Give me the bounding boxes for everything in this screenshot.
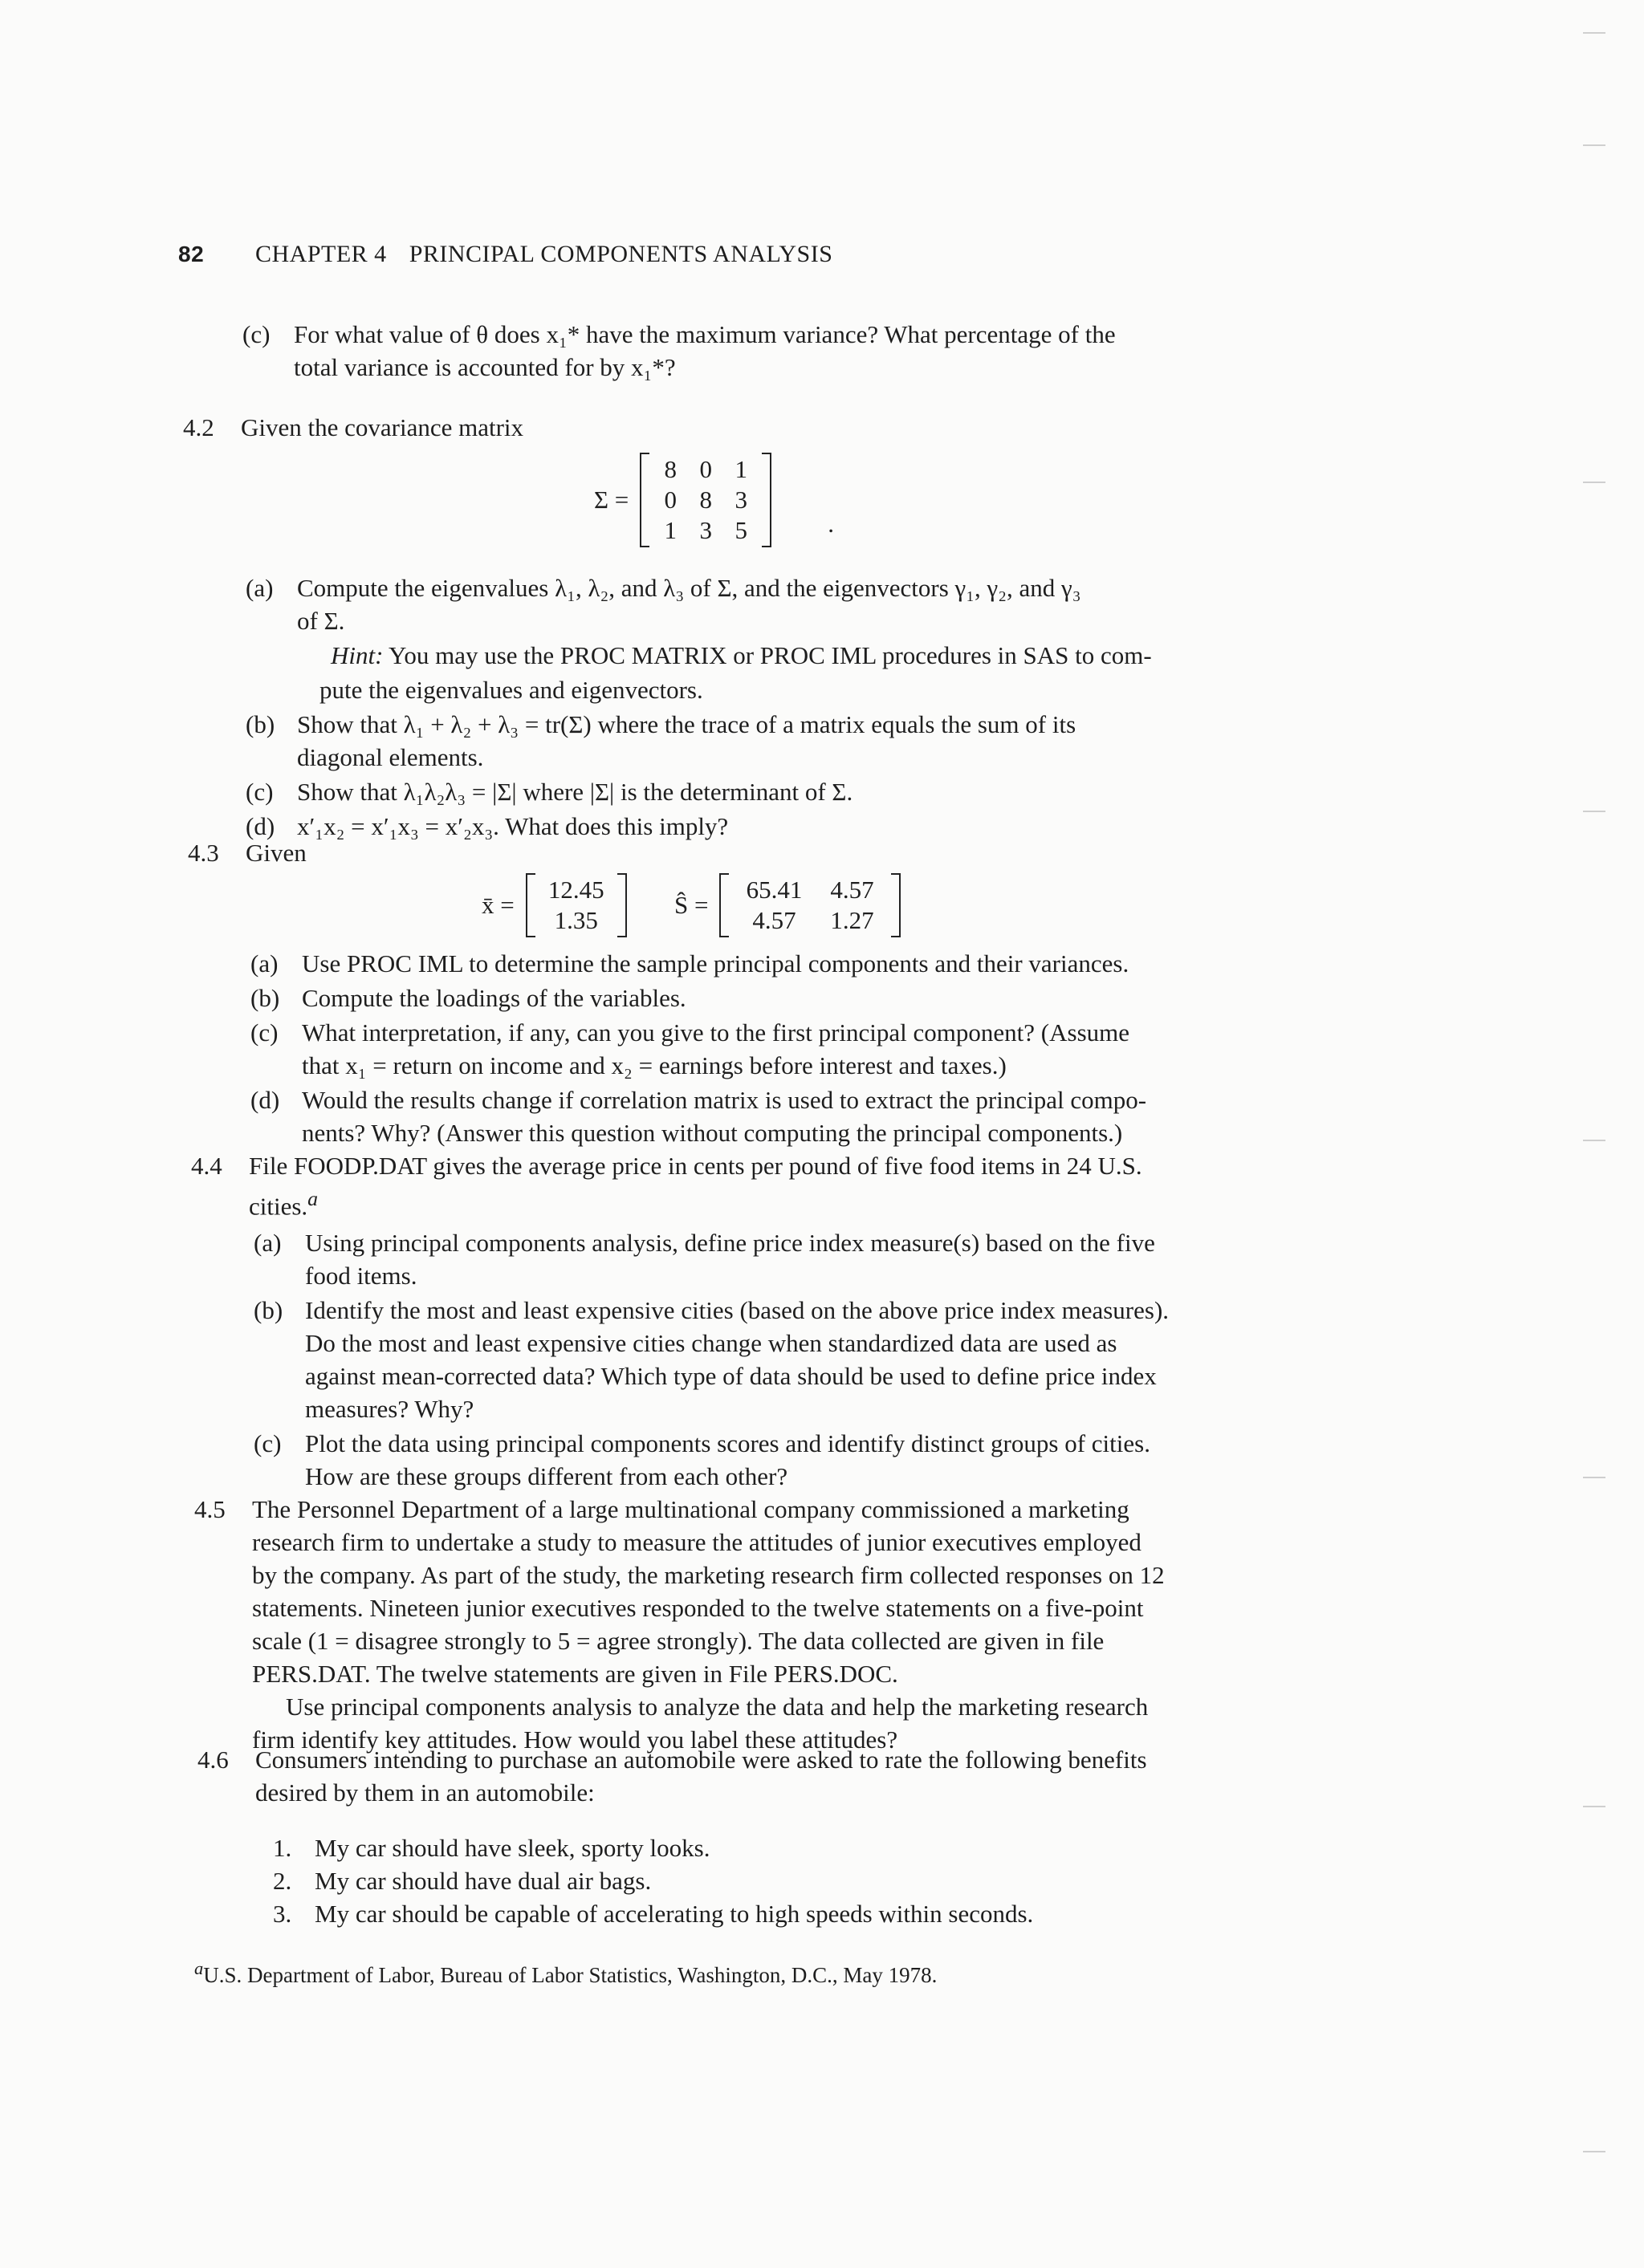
text-line: scale (1 = disagree strongly to 5 = agree strongly). The data collected are given in file	[252, 1627, 1105, 1655]
text-line: File FOODP.DAT gives the average price in cents per pound of five food items in 24 U.S.	[249, 1152, 1142, 1180]
subitem-a	[246, 571, 1196, 637]
text-line: You may use the PROC MATRIX or PROC IML procedures in SAS to com-	[389, 641, 1152, 669]
matrix-cell: 12.45	[547, 876, 604, 904]
matrix-cell: 4.57	[752, 906, 796, 934]
matrix-label: Ŝ =	[674, 891, 709, 919]
problem-number: 4.2	[183, 413, 214, 441]
footnote-mark: a	[194, 1958, 204, 1978]
text-line: What interpretation, if any, can you give to the first principal component? (Assume	[302, 1018, 1130, 1047]
text-line: food items.	[305, 1262, 417, 1290]
problem-4-2-items	[246, 571, 1196, 844]
scan-mark	[1583, 811, 1605, 812]
hint-continued	[297, 673, 1196, 706]
text-line: Compute the eigenvalues λ₁, λ₂, and λ₃ of Σ, and the eigenvectors γ₁, γ₂, and γ₃	[297, 574, 1081, 602]
problem-4-4-items	[254, 1226, 1204, 1494]
text-line: Plot the data using principal components scores and identify distinct groups of cities.	[305, 1429, 1150, 1457]
matrix-bracket	[526, 873, 627, 937]
text-line: diagonal elements.	[297, 743, 484, 771]
scan-mark	[1583, 2151, 1605, 2152]
problem-number: 4.5	[194, 1495, 226, 1523]
text-line: Do the most and least expensive cities change when standardized data are used as	[305, 1329, 1117, 1357]
list-item	[273, 1831, 1214, 1864]
item-label: (a)	[254, 1229, 282, 1257]
matrix-label: Σ =	[594, 486, 629, 514]
text-line: cities.	[249, 1192, 308, 1221]
text-line: research firm to undertake a study to measure the attitudes of junior executives employed	[252, 1528, 1141, 1556]
matrix-cell: 1.27	[830, 906, 874, 934]
benefits-list	[273, 1831, 1214, 1930]
matrix-cell: 1.35	[554, 906, 598, 934]
text-line: x′₁x₂ = x′₁x₃ = x′₂x₃. What does this imply?	[297, 812, 729, 840]
problem-4-3-items	[250, 947, 1201, 1151]
list-number: 1.	[273, 1834, 292, 1862]
text-line: Use principal components analysis to analyze the data and help the marketing research	[286, 1693, 1149, 1721]
chapter-label: CHAPTER 4	[255, 241, 387, 267]
matrix-cell: 4.57	[830, 876, 874, 904]
subitem-b	[254, 1294, 1204, 1425]
item-label: (c)	[250, 1018, 279, 1047]
matrix-cell: 8	[699, 486, 713, 514]
subitem-d	[250, 1083, 1201, 1149]
page-header	[178, 241, 832, 268]
text-line: Show that λ₁ + λ₂ + λ₃ = tr(Σ) where the trace of a matrix equals the sum of its	[297, 710, 1076, 738]
subitem-b	[246, 708, 1196, 774]
matrix-cell: 0	[664, 486, 678, 514]
matrix-cell: 3	[699, 516, 713, 544]
list-text: My car should have sleek, sporty looks.	[315, 1834, 710, 1862]
matrix-bracket	[640, 453, 771, 547]
text-line: Compute the loadings of the variables.	[302, 984, 686, 1012]
scan-mark	[1583, 1806, 1605, 1807]
hint	[297, 639, 1196, 672]
text-line: Identify the most and least expensive cities (based on the above price index measures).	[305, 1296, 1170, 1324]
matrix-cell: 0	[699, 455, 713, 483]
matrix-label: x̄ =	[482, 891, 515, 919]
item-label: (c)	[246, 778, 274, 806]
text-line: For what value of θ does x₁* have the maximum variance? What percentage of the	[294, 320, 1116, 348]
subitem-c	[254, 1427, 1204, 1493]
scan-mark	[1583, 32, 1605, 34]
footnote-mark: a	[307, 1187, 319, 1210]
text-line: PERS.DAT. The twelve statements are given in File PERS.DOC.	[252, 1660, 898, 1688]
list-item	[273, 1897, 1214, 1930]
matrix-cell: 5	[735, 516, 748, 544]
text-line: Consumers intending to purchase an automobile were asked to rate the following benefits	[255, 1746, 1147, 1774]
list-number: 2.	[273, 1867, 292, 1895]
list-item	[273, 1864, 1214, 1897]
subitem-b	[250, 982, 1201, 1014]
list-text: My car should have dual air bags.	[315, 1867, 652, 1895]
text-line: that x₁ = return on income and x₂ = earnings before interest and taxes.)	[302, 1051, 1007, 1079]
text-line: Show that λ₁λ₂λ₃ = |Σ| where |Σ| is the determinant of Σ.	[297, 778, 853, 806]
matrix-cell: 65.41	[746, 876, 803, 904]
chapter-title: PRINCIPAL COMPONENTS ANALYSIS	[409, 241, 833, 267]
footnote	[194, 1958, 937, 1988]
problem-4-5	[194, 1493, 1207, 1756]
subitem-c	[250, 1016, 1201, 1082]
matrix-cell: 8	[664, 455, 678, 483]
matrix-cell: 3	[735, 486, 748, 514]
text-line: by the company. As part of the study, the marketing research firm collected responses on 12	[252, 1561, 1165, 1589]
problem-4-4	[191, 1149, 1204, 1222]
matrix-cell: 1	[735, 455, 748, 483]
list-number: 3.	[273, 1900, 292, 1928]
list-text: My car should be capable of accelerating to high speeds within seconds.	[315, 1900, 1034, 1928]
page-number: 82	[178, 242, 205, 266]
text-line: The Personnel Department of a large multinational company commissioned a marketing	[252, 1495, 1129, 1523]
text-line: Would the results change if correlation matrix is used to extract the principal compo-	[302, 1086, 1147, 1114]
scan-mark	[1583, 144, 1605, 146]
item-label: (b)	[254, 1296, 283, 1324]
scan-mark	[1583, 482, 1605, 483]
sample-covariance-matrix	[674, 873, 901, 937]
footnote-text: U.S. Department of Labor, Bureau of Labor Statistics, Washington, D.C., May 1978.	[203, 1963, 938, 1987]
matrix-end-punct: .	[828, 510, 835, 538]
problem-intro: Given the covariance matrix	[241, 413, 524, 441]
problem-4-3	[188, 836, 307, 869]
subitem-a	[250, 947, 1201, 980]
hint-label: Hint:	[331, 641, 384, 669]
mean-vector	[482, 873, 627, 937]
item-label: (d)	[250, 1086, 280, 1114]
text-line: total variance is accounted for by x₁*?	[294, 353, 676, 381]
problem-number: 4.4	[191, 1152, 222, 1180]
item-label: (b)	[250, 984, 280, 1012]
text-line: Using principal components analysis, define price index measure(s) based on the five	[305, 1229, 1155, 1257]
problem-number: 4.3	[188, 839, 219, 867]
problem-4-2	[183, 411, 524, 444]
problem-4-1-c	[242, 318, 1116, 384]
text-line: against mean-corrected data? Which type of data should be used to define price index	[305, 1362, 1157, 1390]
scan-mark	[1583, 1477, 1605, 1478]
scan-mark	[1583, 1140, 1605, 1141]
item-label: (c)	[254, 1429, 282, 1457]
text-line: statements. Nineteen junior executives responded to the twelve statements on a five-point	[252, 1594, 1144, 1622]
item-label: (b)	[246, 710, 275, 738]
covariance-matrix	[594, 453, 834, 547]
text-line: Use PROC IML to determine the sample principal components and their variances.	[302, 949, 1129, 978]
matrix-cell: 1	[664, 516, 678, 544]
text-line: firm identify key attitudes. How would you label these attitudes?	[252, 1725, 898, 1754]
text-line: nents? Why? (Answer this question without computing the principal components.)	[302, 1119, 1123, 1147]
subitem-d	[246, 810, 1196, 843]
text-line: of Σ.	[297, 607, 345, 635]
item-label: (a)	[246, 574, 274, 602]
item-label: (c)	[242, 320, 271, 348]
problem-intro: Given	[246, 839, 307, 867]
text-line: desired by them in an automobile:	[255, 1778, 595, 1807]
subitem-c	[246, 775, 1196, 808]
matrix-bracket	[719, 873, 901, 937]
item-label: (d)	[246, 812, 275, 840]
text-line: pute the eigenvalues and eigenvectors.	[319, 676, 703, 704]
problem-number: 4.6	[197, 1746, 229, 1774]
text-line: How are these groups different from each other?	[305, 1462, 788, 1490]
text-line: measures? Why?	[305, 1395, 474, 1423]
problem-4-6	[197, 1743, 1211, 1809]
item-label: (a)	[250, 949, 279, 978]
subitem-a	[254, 1226, 1204, 1292]
